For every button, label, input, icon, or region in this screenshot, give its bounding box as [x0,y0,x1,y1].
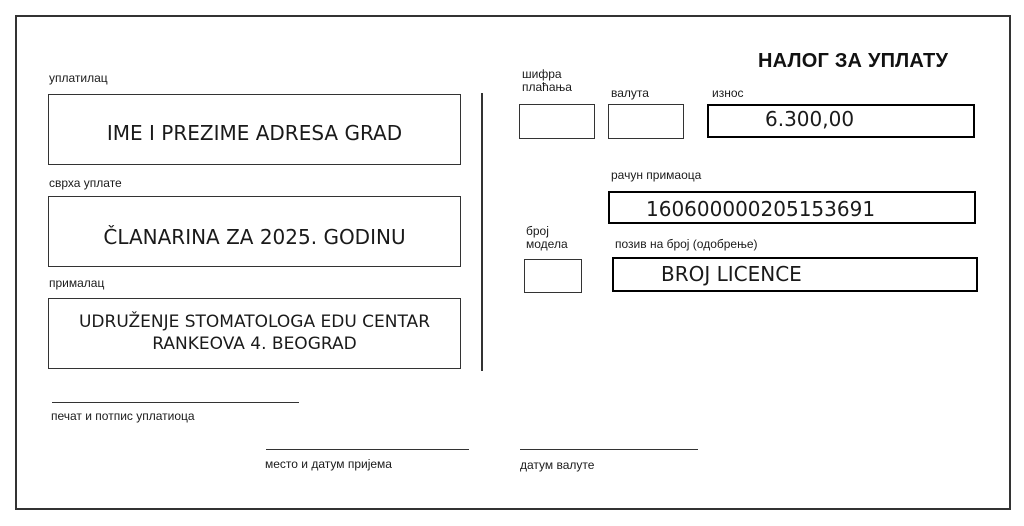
payer-signature-label: печат и потпис уплатиоца [51,409,195,423]
payment-code-label: шифра плаћања [522,67,572,94]
vertical-divider [481,93,483,371]
purpose-label: сврха уплате [49,176,122,190]
currency-field[interactable] [608,104,684,139]
reference-label: позив на број (одобрење) [615,237,758,251]
recipient-account-field[interactable] [608,191,976,224]
reference-value: BROJ LICENCE [661,262,802,286]
amount-label: износ [712,86,744,100]
model-number-label: број модела [526,224,568,251]
place-date-label: место и датум пријема [265,457,392,471]
recipient-line-1: UDRUŽENJE STOMATOLOGA EDU CENTAR [78,312,430,332]
recipient-account-value: 160600000205153691 [646,197,876,221]
value-date-line [520,449,698,450]
payer-field[interactable] [48,94,461,165]
value-date-label: датум валуте [520,458,595,472]
purpose-field[interactable] [48,196,461,267]
amount-field[interactable] [707,104,975,138]
place-date-line [266,449,469,450]
recipient-field[interactable] [48,298,461,369]
currency-label: валута [611,86,649,100]
payer-signature-line [52,402,299,403]
model-number-field[interactable] [524,259,582,293]
reference-field[interactable] [612,257,978,292]
amount-value: 6.300,00 [765,107,855,131]
form-title: НАЛОГ ЗА УПЛАТУ [758,50,949,72]
payment-code-field[interactable] [519,104,595,139]
recipient-label: прималац [49,276,105,290]
payer-value: IME I PREZIME ADRESA GRAD [106,121,403,145]
payer-label: уплатилац [49,71,108,85]
recipient-line-2: RANKEOVA 4. BEOGRAD [152,334,357,354]
recipient-account-label: рачун примаоца [611,168,702,182]
purpose-value: ČLANARINA ZA 2025. GODINU [103,225,406,249]
